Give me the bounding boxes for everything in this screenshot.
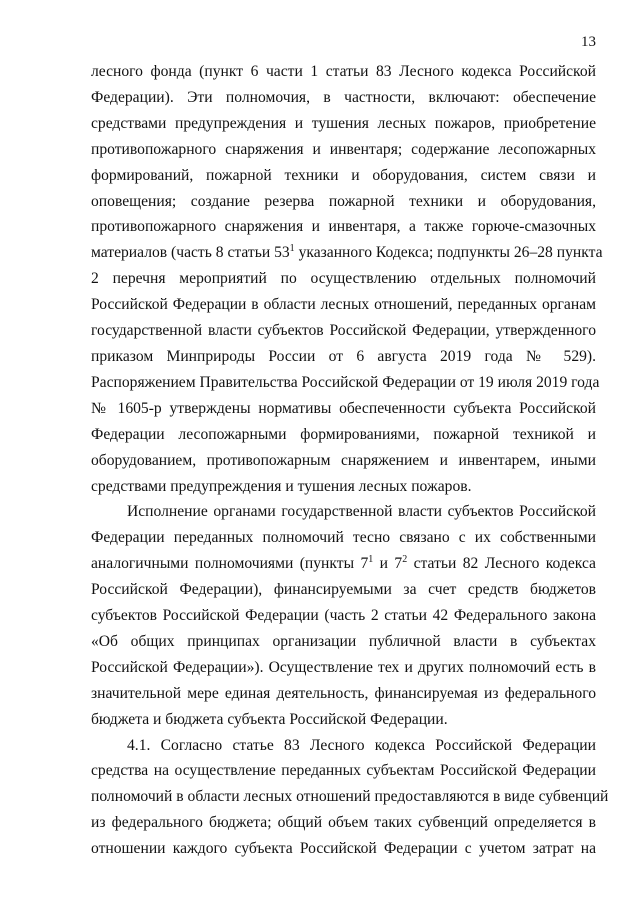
text-run: Федерации). Эти полномочия, в частности, включают: обеспечение bbox=[91, 88, 596, 106]
text-line bbox=[91, 318, 596, 344]
text-line bbox=[91, 810, 596, 836]
text-line bbox=[91, 629, 596, 655]
paragraph-p1 bbox=[91, 59, 603, 499]
text-line bbox=[91, 784, 609, 810]
paragraph-p2 bbox=[91, 499, 596, 732]
document-body bbox=[91, 59, 609, 862]
text-run: лесного фонда (пункт 6 части 1 статьи 83 Лесного кодекса Российской bbox=[91, 63, 596, 80]
text-run: значительной мере единая деятельность, финансируемая из федерального bbox=[91, 684, 596, 702]
text-line bbox=[91, 499, 596, 525]
page-number: 13 bbox=[581, 34, 596, 50]
text-line bbox=[91, 240, 603, 266]
text-run: бюджета и бюджета субъекта Российской Федерации. bbox=[91, 710, 448, 728]
text-run: государственной власти субъектов Российской Федерации, утвержденного bbox=[91, 322, 596, 340]
text-line bbox=[91, 111, 596, 137]
text-run: 2 перечня мероприятий по осуществлению отдельных полномочий bbox=[91, 270, 596, 288]
text-line bbox=[91, 370, 600, 396]
text-run: Российской Федерации в области лесных отношений, переданных органам bbox=[91, 296, 596, 314]
text-run: материалов (часть 8 статьи 53 bbox=[91, 244, 290, 262]
superscript: 1 bbox=[289, 243, 295, 255]
text-run: оборудованием, противопожарным снаряжением и инвентарем, иными bbox=[91, 451, 596, 469]
text-run: субъектов Российской Федерации (часть 2 статьи 42 Федерального закона bbox=[91, 607, 596, 625]
text-run: Исполнение органами государственной власти субъектов Российской bbox=[127, 503, 596, 521]
text-line bbox=[91, 85, 596, 111]
text-run: 4.1. Согласно статье 83 Лесного кодекса Российской Федерации bbox=[127, 736, 596, 754]
text-line bbox=[91, 448, 596, 474]
text-line bbox=[91, 59, 596, 85]
text-line bbox=[91, 137, 596, 163]
text-line bbox=[91, 163, 596, 189]
text-line bbox=[91, 189, 596, 215]
text-run: из федерального бюджета; общий объем таких субвенций определяется в bbox=[91, 814, 596, 832]
text-line bbox=[91, 422, 596, 448]
text-run: отношении каждого субъекта Российской Федерации с учетом затрат на bbox=[91, 840, 596, 858]
text-run: приказом Минприроды России от 6 августа 2019 года № 529). bbox=[91, 347, 596, 365]
text-line bbox=[91, 707, 596, 733]
text-run: формирований, пожарной техники и оборудования, систем связи и bbox=[91, 166, 596, 184]
text-line bbox=[91, 214, 596, 240]
text-line bbox=[91, 655, 596, 681]
superscript: 2 bbox=[402, 554, 408, 566]
text-run: Федерации лесопожарными формированиями, пожарной техникой и bbox=[91, 425, 596, 443]
text-line bbox=[91, 474, 596, 500]
text-line bbox=[91, 733, 596, 759]
text-run: средства на осуществление переданных субъектам Российской Федерации bbox=[91, 762, 596, 780]
text-line bbox=[91, 681, 596, 707]
text-run: аналогичными полномочиями (пункты 7 bbox=[91, 555, 369, 573]
text-run: полномочий в области лесных отношений предоставляются в виде субвенций bbox=[91, 788, 609, 806]
text-run: оповещения; создание резерва пожарной техники и оборудования, bbox=[91, 192, 596, 210]
text-run: статьи 82 Лесного кодекса bbox=[407, 555, 596, 573]
text-line bbox=[91, 758, 596, 784]
text-run: указанного Кодекса; подпункты 26–28 пункта bbox=[294, 244, 603, 262]
text-run: Федерации переданных полномочий тесно связано с их собственными bbox=[91, 529, 596, 547]
text-run: противопожарного снаряжения и инвентаря, а также горюче-смазочных bbox=[91, 218, 596, 236]
text-run: и 7 bbox=[373, 555, 403, 573]
text-line bbox=[91, 577, 596, 603]
text-line bbox=[91, 525, 596, 551]
text-run: противопожарного снаряжения и инвентаря; содержание лесопожарных bbox=[91, 140, 596, 158]
text-run: Российской Федерации), финансируемыми за счет средств бюджетов bbox=[91, 581, 596, 599]
text-run: Распоряжением Правительства Российской Федерации от 19 июля 2019 года bbox=[91, 373, 600, 391]
text-line bbox=[91, 292, 596, 318]
text-run: «Об общих принципах организации публичной власти в субъектах bbox=[91, 632, 596, 650]
text-line bbox=[91, 266, 596, 292]
text-line bbox=[91, 396, 596, 422]
text-line bbox=[91, 551, 596, 577]
paragraph-p3 bbox=[91, 733, 609, 863]
superscript: 1 bbox=[368, 554, 374, 566]
text-line bbox=[91, 344, 596, 370]
text-line bbox=[91, 836, 596, 862]
text-run: средствами предупреждения и тушения лесных пожаров, приобретение bbox=[91, 114, 596, 132]
text-line bbox=[91, 603, 596, 629]
text-run: Российской Федерации»). Осуществление тех и других полномочий есть в bbox=[91, 658, 596, 676]
text-run: средствами предупреждения и тушения лесных пожаров. bbox=[91, 477, 472, 495]
text-run: № 1605-р утверждены нормативы обеспеченности субъекта Российской bbox=[91, 399, 596, 417]
